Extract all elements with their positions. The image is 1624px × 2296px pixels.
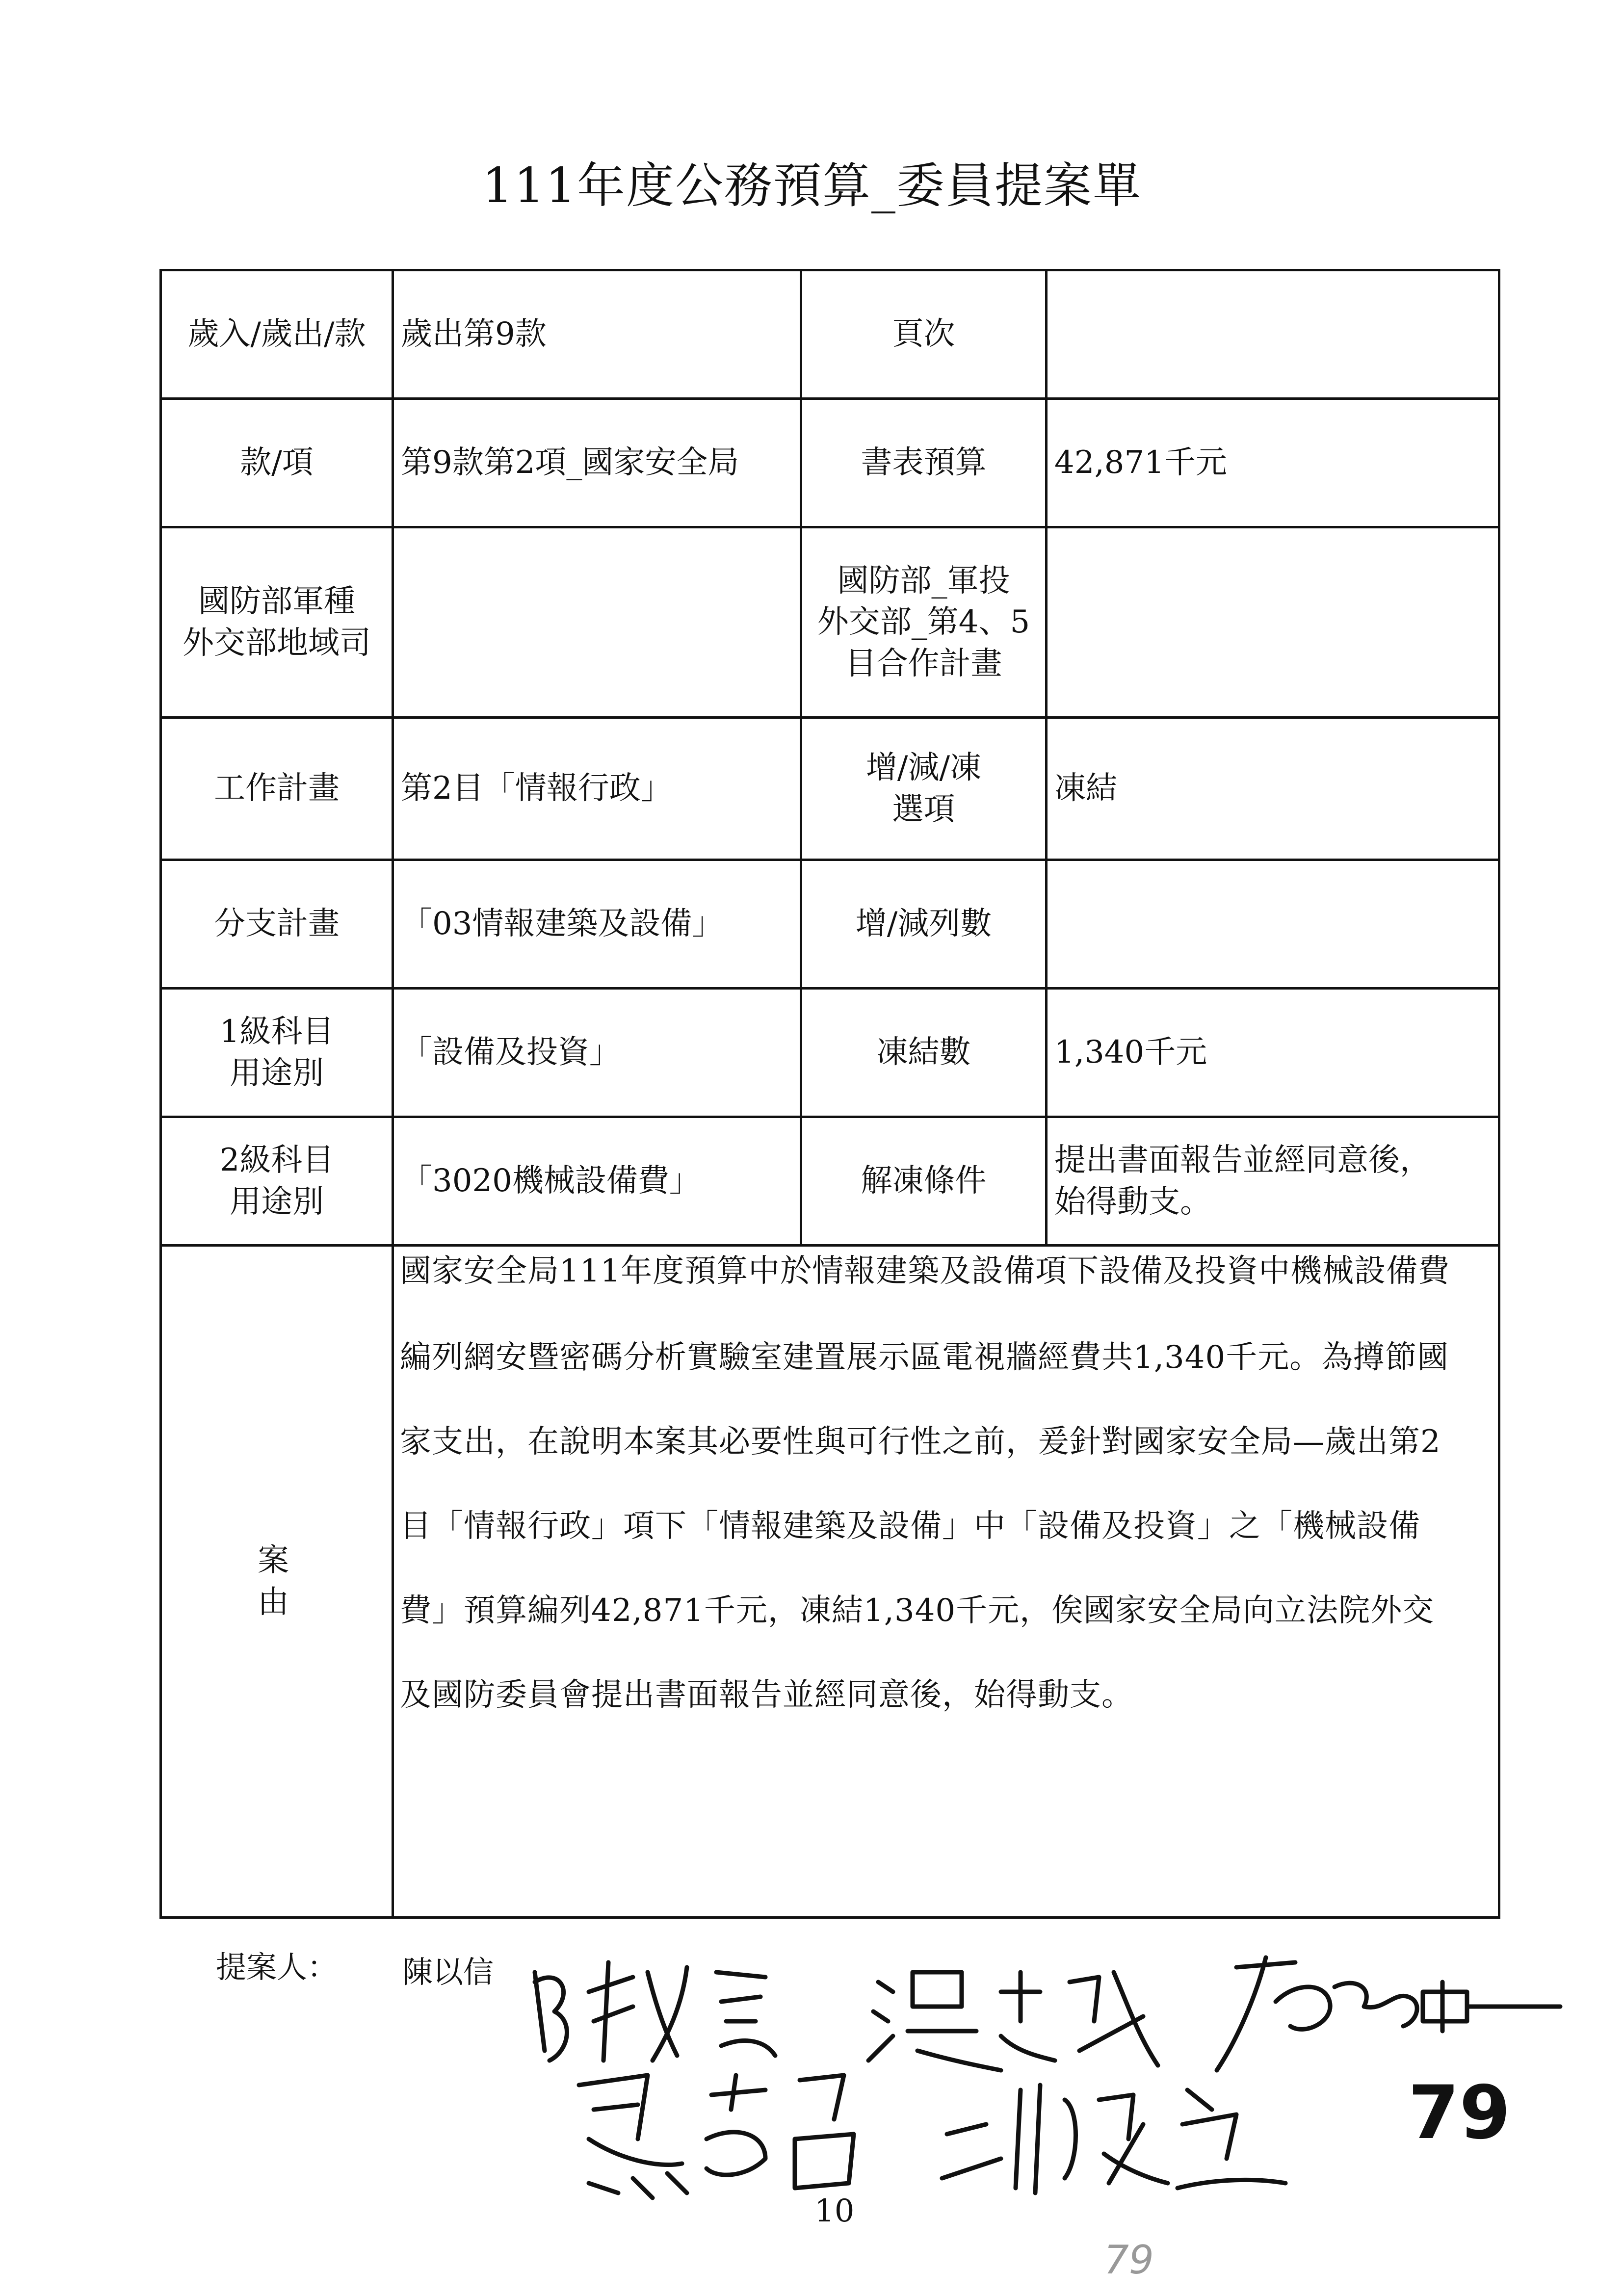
row-value: 第9款第2項_國家安全局 <box>393 399 801 527</box>
row-value: 「設備及投資」 <box>393 989 801 1117</box>
reason-line: 及國防委員會提出書面報告並經同意後，始得動支。 <box>400 1677 1133 1713</box>
signature-2 <box>868 1972 1158 2070</box>
row-label: 國防部軍種 外交部地域司 <box>161 527 393 718</box>
handwritten-faint-number: 79 <box>1104 2237 1154 2283</box>
signature-1 <box>535 1962 775 2061</box>
row-label-2: 解凍條件 <box>801 1117 1047 1246</box>
row-value: 「3020機械設備費」 <box>393 1117 801 1246</box>
row-value-2: 提出書面報告並經同意後， 始得動支。 <box>1047 1117 1499 1246</box>
reason-line: 目「情報行政」項下「情報建築及設備」中「設備及投資」之「機械設備 <box>400 1508 1420 1544</box>
form-title: 111年度公務預算_委員提案單 <box>482 158 1142 214</box>
row-label: 分支計畫 <box>161 860 393 989</box>
handwritten-page-number: 79 <box>1408 2070 1511 2156</box>
row-label-2: 國防部_軍投 外交部_第4、5 目合作計畫 <box>801 527 1047 718</box>
row-value: 第2目「情報行政」 <box>393 718 801 860</box>
reason-line: 費」預算編列42,871千元，凍結1,340千元，俟國家安全局向立法院外交 <box>400 1592 1435 1629</box>
reason-line: 編列網安暨密碼分析實驗室建置展示區電視牆經費共1,340千元。為撙節國 <box>400 1339 1449 1376</box>
signature-3 <box>1217 1957 1560 2070</box>
proposer-label: 提案人： <box>216 1949 338 1985</box>
row-label-2: 增/減列數 <box>801 860 1047 989</box>
row-label: 1級科目 用途別 <box>161 989 393 1117</box>
row-value: 「03情報建築及設備」 <box>393 860 801 989</box>
row-label: 款/項 <box>161 399 393 527</box>
signature-4 <box>579 2075 854 2198</box>
reason-line: 國家安全局111年度預算中於情報建築及設備項下設備及投資中機械設備費 <box>400 1253 1450 1289</box>
row-value: 歲出第9款 <box>393 270 801 399</box>
row-label-2: 增/減/凍 選項 <box>801 718 1047 860</box>
row-label: 工作計畫 <box>161 718 393 860</box>
proposer-name: 陳以信 <box>402 1954 494 1990</box>
row-label-2: 頁次 <box>801 270 1047 399</box>
row-value-2: 42,871千元 <box>1047 399 1499 527</box>
reason-line: 家支出，在說明本案其必要性與可行性之前，爰針對國家安全局—歲出第2 <box>400 1424 1441 1460</box>
page-number: 10 <box>814 2193 855 2229</box>
row-label-2: 凍結數 <box>801 989 1047 1117</box>
row-label: 歲入/歲出/款 <box>161 270 393 399</box>
row-label: 2級科目 用途別 <box>161 1117 393 1246</box>
reason-label: 案由 <box>161 1246 393 1918</box>
row-label-2: 書表預算 <box>801 399 1047 527</box>
row-value-2: 1,340千元 <box>1047 989 1499 1117</box>
signature-5 <box>942 2085 1285 2193</box>
row-value-2: 凍結 <box>1047 718 1499 860</box>
